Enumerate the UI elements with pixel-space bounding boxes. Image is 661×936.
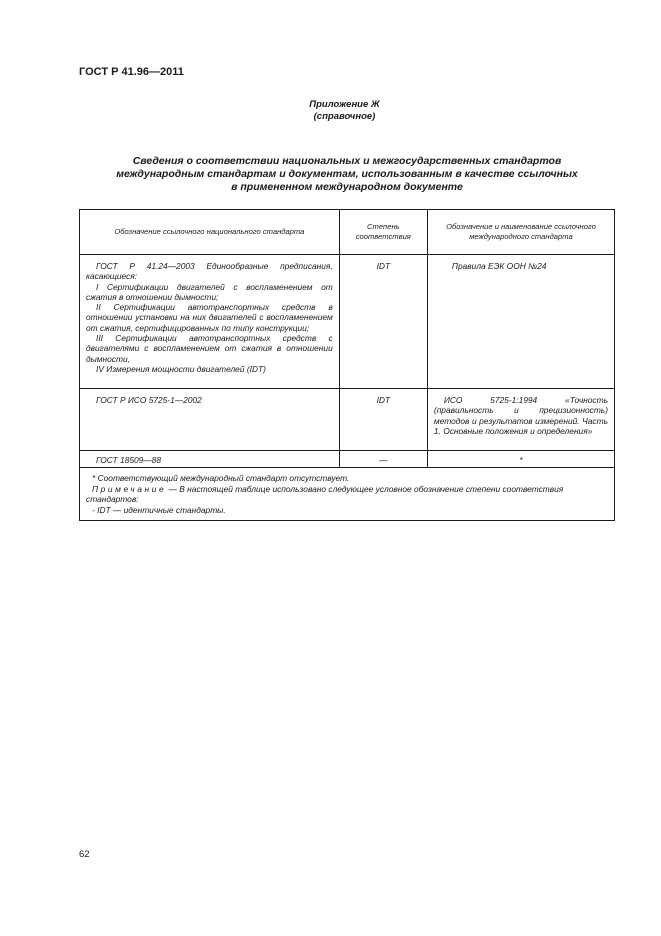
footnote: * Соответствующий международный стандарт отсутствует. [92,473,350,484]
international-standard-text: ИСО 5725-1:1994 «Точность (правильность и прецизионность) методов и результатов измерений. Часть 1. Основные положения и определения» [433,395,608,436]
national-standard-text: ГОСТ Р ИСО 5725-1—2002 [96,395,202,405]
national-standard-cell [80,451,340,468]
title-line-2: международным стандартам и документам, использованным в качестве ссылочных [116,168,578,180]
column-header-international: Обозначение и наименование ссылочного международного стандарта [427,210,614,255]
international-standard-text: Правила ЕЭК ООН №24 [451,261,547,271]
page-title [79,155,615,194]
annex-heading [0,99,661,123]
national-standard-cell [80,389,340,451]
title-line-1: Сведения о соответствии национальных и межгосударственных стандартов [132,155,562,167]
table-notes [80,468,615,520]
national-standard-cell [80,255,340,389]
national-standard-text: ГОСТ 18509—88 [96,455,161,465]
degree-cell: — [339,451,427,468]
note-item: - IDT — идентичные стандарты. [92,505,226,516]
table-row [80,255,615,389]
national-standard-text: III Сертификации автотранспортных средств с двигателями с воспламенением от сжатия в отношении дымности, [86,333,333,364]
table-row [80,389,615,451]
table-header-row [80,210,615,255]
table-row [80,451,615,468]
degree-cell: IDT [339,255,427,389]
note-text: — В настоящей таблице использовано следующее условное обозначение степени соответствия стандартов: [86,483,564,505]
international-standard-cell [427,255,614,389]
note [86,484,608,505]
table-notes-row [80,468,615,520]
document-code: ГОСТ Р 41.96—2011 [79,66,184,78]
annex-type: (справочное) [313,111,376,122]
annex-name: Приложение Ж [309,99,380,110]
national-standard-text: IV Измерения мощности двигателей (IDT) [96,363,266,374]
national-standard-text: II Сертификации автотранспортных средств в отношении установки на них двигателей с воспламенением от сжатия, сертифицированных по типу конструкции; [86,302,333,333]
international-standard-cell [427,389,614,451]
national-standard-text: ГОСТ Р 41.24—2003 Единообразные предписания, касающиеся: [86,261,333,282]
international-standard-cell: * [427,451,614,468]
note-label: Примечание [92,483,167,494]
page-number: 62 [79,849,90,860]
column-header-degree: Степень соответствия [339,210,427,255]
title-line-3: в примененном международном документе [231,181,463,193]
column-header-national: Обозначение ссылочного национального стандарта [80,210,340,255]
standards-table [79,209,615,521]
national-standard-text: I Сертификации двигателей с воспламенением от сжатия в отношении дымности; [86,281,333,302]
degree-cell: IDT [339,389,427,451]
